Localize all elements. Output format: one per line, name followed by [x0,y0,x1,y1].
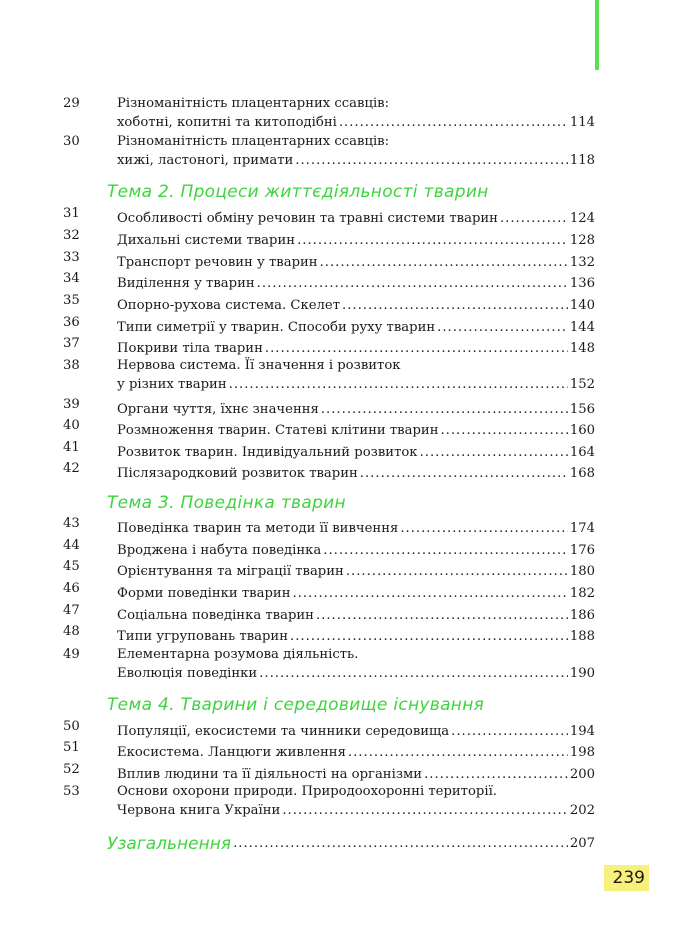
leader-dots [424,767,568,782]
leader-dots [282,803,568,818]
lesson-line: Орієнтування та міграції тварин ..... 180 [117,559,595,579]
leader-dots [440,423,567,438]
lesson-line: Опорно-рухова система. Скелет ..... 140 [117,293,595,313]
lesson-title-line1: Елементарна розумова діяльність. [117,647,359,662]
lesson-number: 29 [63,96,80,111]
page-ref: 207 [569,836,595,851]
page-ref: 132 [569,255,595,270]
lesson-number: 49 [63,647,80,662]
lesson-line: Соціальна поведінка тварин ..... 186 [117,603,595,623]
leader-dots [323,543,568,558]
leader-dots [229,377,568,392]
lesson-number: 51 [63,740,80,755]
leader-dots [360,466,568,481]
page-ref: 188 [569,629,595,644]
lesson-number: 44 [63,538,80,553]
page-ref: 156 [569,402,595,417]
lesson-line: Покриви тіла тварин ..... 148 [117,336,595,356]
lesson-number: 34 [63,271,80,286]
leader-dots [321,402,568,417]
lesson-number: 41 [63,440,80,455]
page-ref: 148 [569,341,595,356]
lesson-title-line2: Червона книга України ..... 202 [117,798,595,818]
lesson-line: Післязародковий розвиток тварин ..... 168 [117,461,595,481]
lesson-title-line2: хижі, ластоногі, примати ..... 118 [117,148,595,168]
lesson-number: 47 [63,603,80,618]
leader-dots [342,298,568,313]
lesson-number: 33 [63,250,80,265]
top-accent-bar [595,0,599,70]
page-ref: 140 [569,298,595,313]
lesson-number: 52 [63,762,80,777]
topic-4-heading: Тема 4. Тварини і середовище існування [107,695,485,715]
page-ref: 180 [569,564,595,579]
page-ref: 136 [569,276,595,291]
page-ref: 124 [569,211,595,226]
lesson-number: 42 [63,461,80,476]
lesson-number: 50 [63,719,80,734]
leader-dots [316,608,568,623]
leader-dots [420,445,568,460]
page-ref: 176 [569,543,595,558]
leader-dots [295,153,568,168]
leader-dots [437,320,568,335]
leader-dots [233,836,568,851]
page-ref: 182 [569,586,595,601]
lesson-number: 43 [63,516,80,531]
topic-3-heading: Тема 3. Поведінка тварин [107,493,346,513]
page-ref: 202 [569,803,595,818]
lesson-line: Популяції, екосистеми та чинники середовища ..... 194 [117,719,595,739]
page-ref: 198 [569,745,595,760]
leader-dots [297,233,568,248]
page-ref: 164 [569,445,595,460]
toc-entry-summary[interactable] [107,832,595,854]
leader-dots [259,666,568,681]
lesson-number: 36 [63,315,80,330]
leader-dots [320,255,568,270]
lesson-line: Типи угруповань тварин ..... 188 [117,624,595,644]
lesson-title-line1: Основи охорони природи. Природоохоронні території. [117,784,497,799]
lesson-number: 31 [63,206,80,221]
leader-dots [348,745,568,760]
leader-dots [257,276,568,291]
page-ref: 114 [569,115,595,130]
page-ref: 174 [569,521,595,536]
lesson-number: 35 [63,293,80,308]
lesson-line: Дихальні системи тварин ..... 128 [117,228,595,248]
lesson-line: Особливості обміну речовин та травні системи тварин ..... 124 [117,206,595,226]
page-ref: 194 [569,724,595,739]
lesson-title-line1: Різноманітність плацентарних ссавців: [117,96,390,111]
page-ref: 168 [569,466,595,481]
page-number: 239 [604,865,649,891]
page-ref: 128 [569,233,595,248]
leader-dots [451,724,568,739]
page-ref: 186 [569,608,595,623]
lesson-title-line1: Різноманітність плацентарних ссавців: [117,134,390,149]
leader-dots [400,521,568,536]
lesson-number: 53 [63,784,80,799]
summary-title: Узагальнення [107,834,232,854]
leader-dots [290,629,568,644]
page-ref: 190 [569,666,595,681]
lesson-number: 37 [63,336,80,351]
lesson-number: 46 [63,581,80,596]
leader-dots [339,115,568,130]
lesson-line: Типи симетрії у тварин. Способи руху тварин ..... 144 [117,315,595,335]
lesson-line: Екосистема. Ланцюги живлення ..... 198 [117,740,595,760]
page-ref: 160 [569,423,595,438]
lesson-line: Виділення у тварин ..... 136 [117,271,595,291]
page-ref: 200 [569,767,595,782]
leader-dots [292,586,567,601]
lesson-title-line2: Еволюція поведінки ..... 190 [117,661,595,681]
leader-dots [346,564,568,579]
lesson-number: 48 [63,624,80,639]
lesson-number: 30 [63,134,80,149]
lesson-line: Розмноження тварин. Статеві клітини тварин ..... 160 [117,418,595,438]
lesson-title-line1: Нервова система. Її значення і розвиток [117,358,401,373]
lesson-number: 32 [63,228,80,243]
lesson-line: Форми поведінки тварин ..... 182 [117,581,595,601]
lesson-number: 38 [63,358,80,373]
lesson-line: Розвиток тварин. Індивідуальний розвиток ..... 164 [117,440,595,460]
page-ref: 144 [569,320,595,335]
page-ref: 152 [569,377,595,392]
lesson-line: Вплив людини та її діяльності на організми ..... 200 [117,762,595,782]
lesson-number: 39 [63,397,80,412]
lesson-number: 45 [63,559,80,574]
page-ref: 118 [569,153,595,168]
topic-2-heading: Тема 2. Процеси життєдіяльності тварин [107,182,489,202]
lesson-line: Транспорт речовин у тварин ..... 132 [117,250,595,270]
leader-dots [500,211,568,226]
lesson-line: Органи чуття, їхнє значення ..... 156 [117,397,595,417]
lesson-title-line2: у різних тварин ..... 152 [117,372,595,392]
lesson-title-line2: хоботні, копитні та китоподібні ..... 114 [117,110,595,130]
leader-dots [265,341,568,356]
lesson-number: 40 [63,418,80,433]
lesson-line: Поведінка тварин та методи її вивчення ..... 174 [117,516,595,536]
lesson-line: Вроджена і набута поведінка ..... 176 [117,538,595,558]
